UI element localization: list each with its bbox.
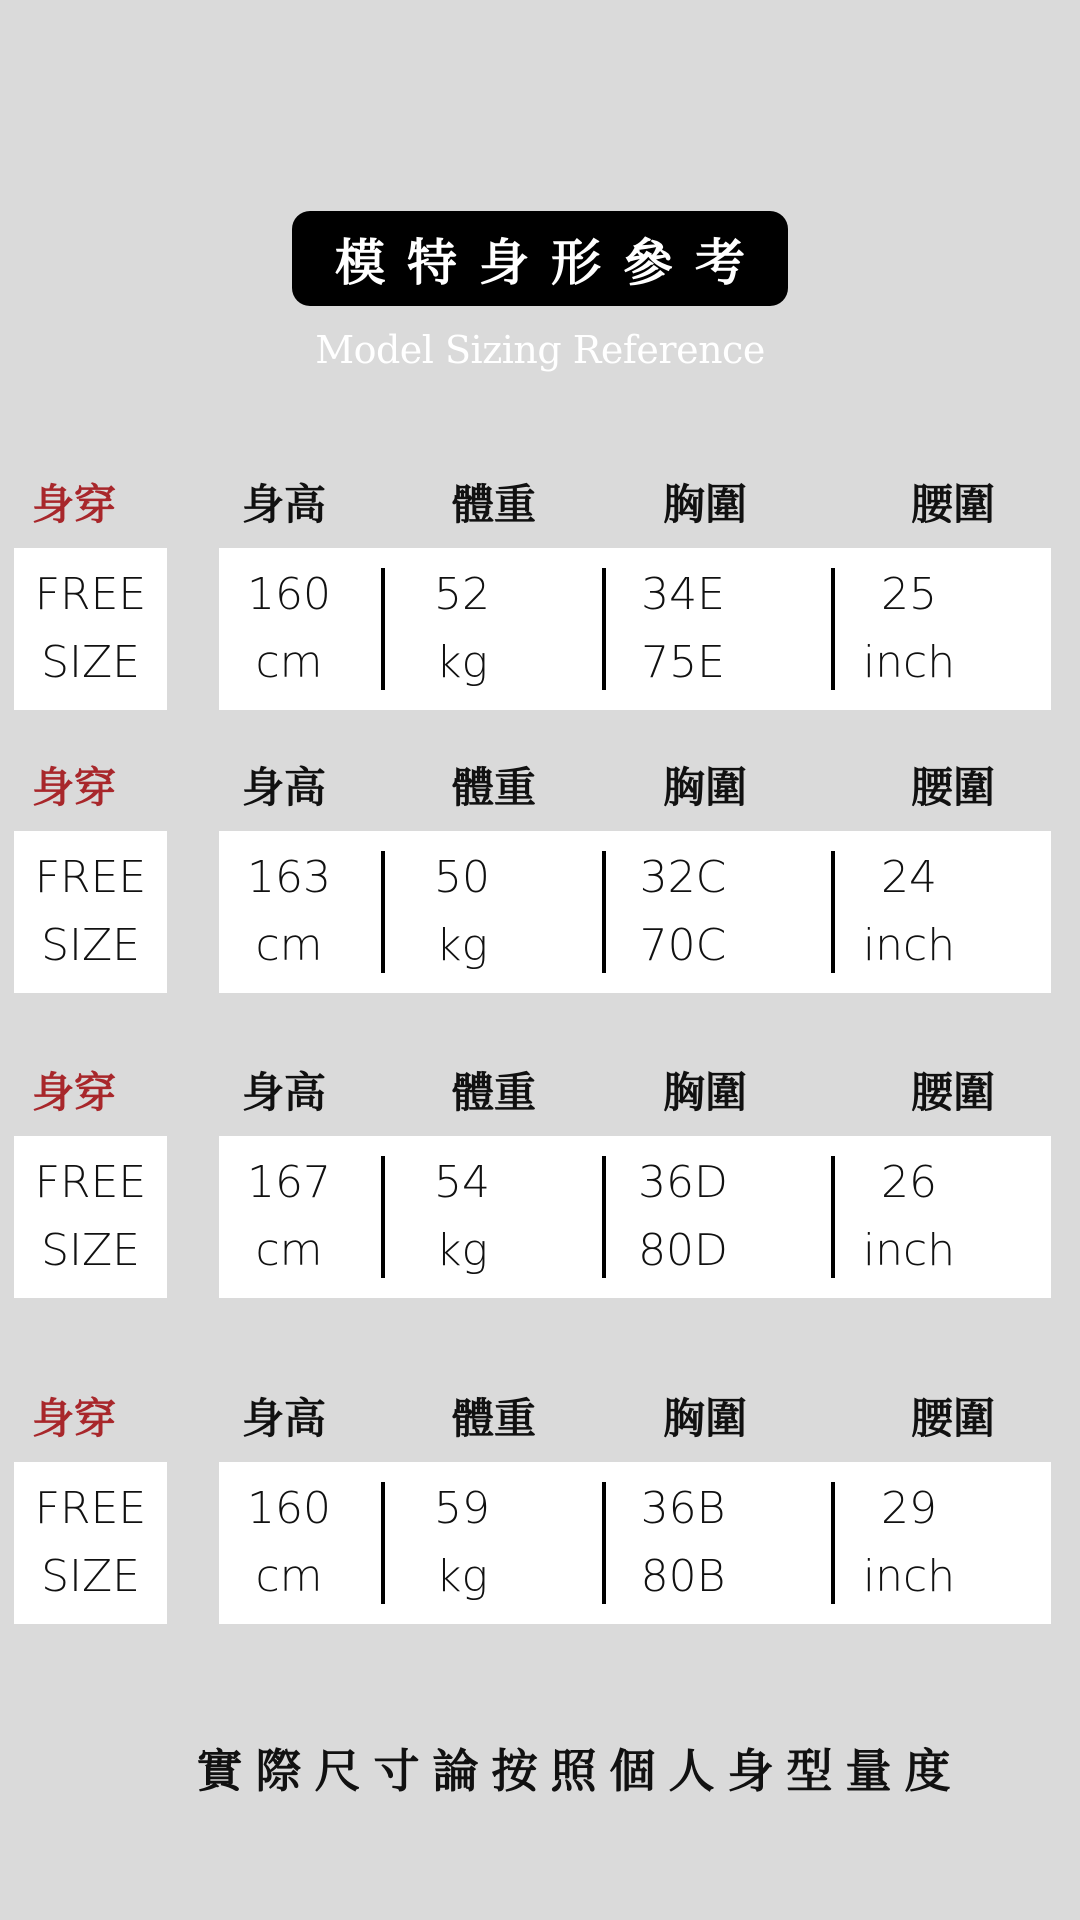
header-wear: 身穿 xyxy=(31,1394,116,1443)
measurements-box xyxy=(219,1462,1051,1624)
measurements-box xyxy=(219,831,1051,993)
weight-cell xyxy=(382,548,542,710)
height-value: 167 xyxy=(247,1157,331,1208)
bust-value-2: 70C xyxy=(639,920,727,971)
model-size-group-4 xyxy=(0,1389,1080,1629)
header-bust: 胸圍 xyxy=(662,1394,747,1443)
size-line-1: FREE xyxy=(34,852,147,903)
header-weight: 體重 xyxy=(451,1068,536,1117)
height-cell xyxy=(219,1136,359,1298)
height-cell xyxy=(219,548,359,710)
size-line-2: SIZE xyxy=(41,1225,140,1276)
size-box xyxy=(14,1136,167,1298)
size-line-2: SIZE xyxy=(41,637,140,688)
waist-unit: inch xyxy=(862,1551,956,1602)
bust-value-2: 80B xyxy=(640,1551,726,1602)
waist-cell xyxy=(829,1136,989,1298)
model-size-group-1 xyxy=(0,475,1080,715)
header-weight: 體重 xyxy=(451,763,536,812)
weight-value: 59 xyxy=(434,1483,490,1534)
model-size-group-2 xyxy=(0,758,1080,998)
header-waist: 腰圍 xyxy=(910,480,995,529)
header-wear: 身穿 xyxy=(31,763,116,812)
header-wear: 身穿 xyxy=(31,480,116,529)
bust-value-1: 34E xyxy=(641,569,725,620)
size-cell xyxy=(14,1462,167,1624)
bust-value-2: 80D xyxy=(638,1225,728,1276)
size-line-1: FREE xyxy=(34,1483,147,1534)
waist-value: 25 xyxy=(881,569,937,620)
size-line-1: FREE xyxy=(34,1157,147,1208)
waist-cell xyxy=(829,1462,989,1624)
header-bust: 胸圍 xyxy=(662,763,747,812)
page-title: 模特身形參考 xyxy=(335,232,767,292)
bust-value-1: 36D xyxy=(638,1157,728,1208)
header-bust: 胸圍 xyxy=(662,480,747,529)
bust-cell xyxy=(603,831,763,993)
header-waist: 腰圍 xyxy=(910,1068,995,1117)
weight-cell xyxy=(382,831,542,993)
bust-cell xyxy=(603,1136,763,1298)
header-bust: 胸圍 xyxy=(662,1068,747,1117)
weight-value: 54 xyxy=(434,1157,490,1208)
size-cell xyxy=(14,548,167,710)
header-weight: 體重 xyxy=(451,480,536,529)
header-weight: 體重 xyxy=(451,1394,536,1443)
size-line-2: SIZE xyxy=(41,1551,140,1602)
weight-value: 52 xyxy=(434,569,490,620)
waist-unit: inch xyxy=(862,637,956,688)
footer-note: 實際尺寸論按照個人身型量度 xyxy=(196,1744,964,1798)
height-value: 160 xyxy=(247,569,331,620)
bust-value-1: 36B xyxy=(640,1483,726,1534)
waist-value: 24 xyxy=(881,852,937,903)
height-unit: cm xyxy=(255,1225,323,1276)
weight-cell xyxy=(382,1462,542,1624)
bust-cell xyxy=(603,1462,763,1624)
size-box xyxy=(14,548,167,710)
weight-value: 50 xyxy=(434,852,490,903)
page-subtitle: Model Sizing Reference xyxy=(315,328,765,372)
height-cell xyxy=(219,831,359,993)
size-box xyxy=(14,831,167,993)
height-unit: cm xyxy=(255,637,323,688)
size-cell xyxy=(14,1136,167,1298)
waist-value: 26 xyxy=(881,1157,937,1208)
waist-value: 29 xyxy=(881,1483,937,1534)
header-wear: 身穿 xyxy=(31,1068,116,1117)
title-pill xyxy=(292,211,788,306)
waist-unit: inch xyxy=(862,1225,956,1276)
header-waist: 腰圍 xyxy=(910,1394,995,1443)
bust-value-1: 32C xyxy=(639,852,727,903)
weight-cell xyxy=(382,1136,542,1298)
height-value: 163 xyxy=(247,852,331,903)
header-height: 身高 xyxy=(241,763,326,812)
waist-cell xyxy=(829,548,989,710)
height-value: 160 xyxy=(247,1483,331,1534)
waist-cell xyxy=(829,831,989,993)
waist-unit: inch xyxy=(862,920,956,971)
weight-unit: kg xyxy=(436,1225,488,1276)
size-cell xyxy=(14,831,167,993)
model-size-group-3 xyxy=(0,1063,1080,1303)
header-height: 身高 xyxy=(241,1394,326,1443)
header-waist: 腰圍 xyxy=(910,763,995,812)
measurements-box xyxy=(219,1136,1051,1298)
weight-unit: kg xyxy=(436,1551,488,1602)
weight-unit: kg xyxy=(436,920,488,971)
size-line-2: SIZE xyxy=(41,920,140,971)
measurements-box xyxy=(219,548,1051,710)
height-cell xyxy=(219,1462,359,1624)
size-box xyxy=(14,1462,167,1624)
header-height: 身高 xyxy=(241,1068,326,1117)
size-line-1: FREE xyxy=(34,569,147,620)
bust-value-2: 75E xyxy=(641,637,725,688)
header-height: 身高 xyxy=(241,480,326,529)
bust-cell xyxy=(603,548,763,710)
height-unit: cm xyxy=(255,1551,323,1602)
height-unit: cm xyxy=(255,920,323,971)
weight-unit: kg xyxy=(436,637,488,688)
